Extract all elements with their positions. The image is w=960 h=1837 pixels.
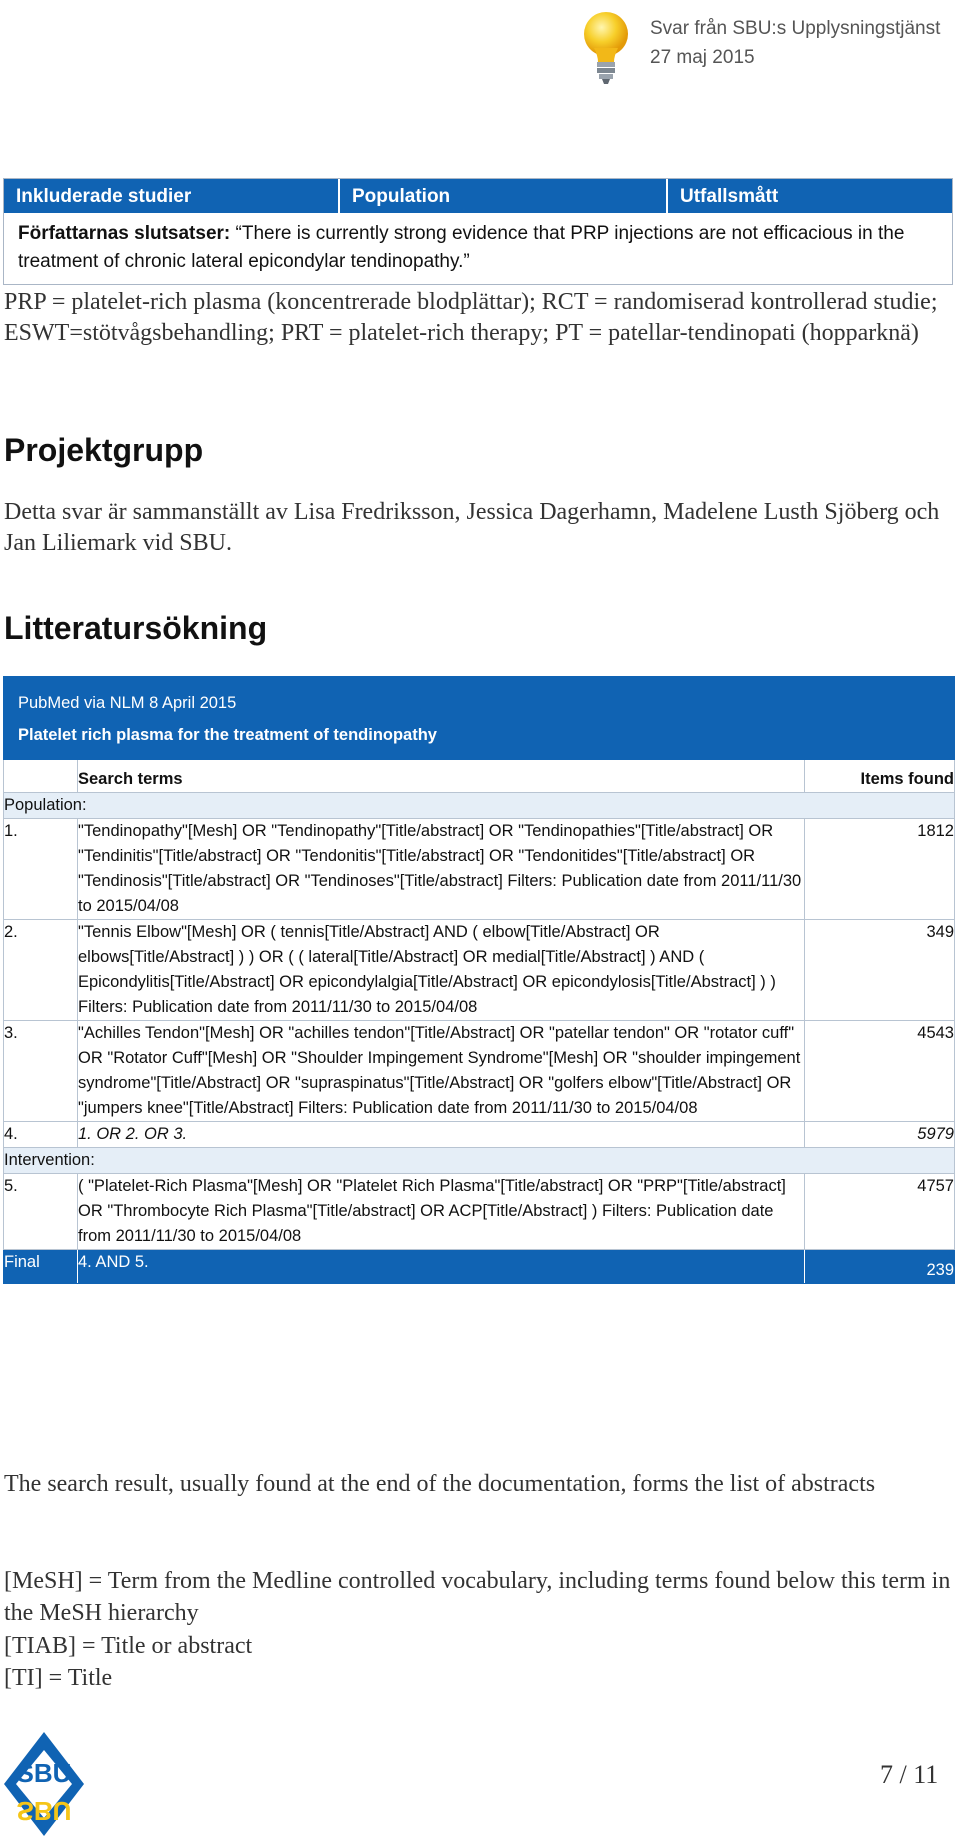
page-number: 7 / 11 [880,1760,939,1789]
ti-note: [TI] = Title [4,1665,113,1691]
lightbulb-icon [578,8,634,86]
included-studies-table [3,178,953,285]
table-row [4,1122,955,1148]
table-row [4,819,955,920]
table-row [4,1021,955,1122]
population-section-row [4,793,955,819]
svg-text:SBU: SBU [16,1758,72,1788]
search-result-note: The search result, usually found at the end of the documentation, forms the list of abstracts [4,1471,876,1497]
topic-line: Platelet rich plasma for the treatment of tendinopathy [18,726,437,744]
studies-table-header [4,179,952,213]
abbreviations-text: PRP = platelet-rich plasma (koncentrerade blodplättar); RCT = randomiserad kontrollerad studie; ESWT=stötvågsbehandling; PRT = platelet-rich therapy; PT = patellar-tendinopati (hopparknä) [4,289,938,346]
row-query: 1. OR 2. OR 3. [78,1122,805,1148]
col-search-terms: Search terms [78,760,805,793]
row-number: 1. [4,819,78,920]
col-population: Population [340,179,668,213]
search-strategy-table [3,676,955,1284]
col-outcome: Utfallsmått [680,186,779,207]
page-header [578,8,941,68]
header-text [650,14,940,72]
conclusion-text: “There is currently strong evidence that PRP injections are not efficacious in the treatment of chronic lateral epicondylar tendinopathy.” [18,223,905,272]
row-items: 4757 [804,1174,954,1250]
final-row [4,1250,955,1284]
row-query: "Tendinopathy"[Mesh] OR "Tendinopathy"[Title/abstract] OR "Tendinopathies"[Title/abstract] OR "Tendinitis"[Title/abstract] OR "Tendonitis"[Title/abstract] OR "Tendonitides"[Title/abstract] OR "Tendinosis"[Title/abstract] OR "Tendinoses"[Title/abstract] Filters: Publication date from 2011/11/30 to 2015/04/08 [78,819,805,920]
projektgrupp-text: Detta svar är sammanställt av Lisa Fredriksson, Jessica Dagerhamn, Madelene Lusth Sjöberg och Jan Liliemark vid SBU. [4,499,940,556]
row-number: 5. [4,1174,78,1250]
col-included-studies: Inkluderade studier [4,179,340,213]
database-line: PubMed via NLM 8 April 2015 [18,694,237,712]
mesh-note: [MeSH] = Term from the Medline controlled vocabulary, including terms found below this term in the MeSH hierarchy [4,1568,951,1626]
row-number: 3. [4,1021,78,1122]
final-label: Final [4,1250,78,1284]
intervention-label: Intervention: [4,1148,955,1174]
table-row [4,920,955,1021]
row-query: "Achilles Tendon"[Mesh] OR "achilles tendon"[Title/Abstract] OR "patellar tendon" OR "rotator cuff" OR "Rotator Cuff"[Mesh] OR "Shoulder Impingement Syndrome"[Mesh] OR "shoulder impingement syndrome"[Title/Abstract] OR "supraspinatus"[Title/Abstract] OR "golfers elbow"[Title/Abstract] OR "jumpers knee"[Title/Abstract] Filters: Publication date from 2011/11/30 to 2015/04/08 [78,1021,805,1122]
search-table-title-row [4,677,955,760]
svg-text:SBU: SBU [16,1796,72,1826]
col-items-found: Items found [804,760,954,793]
population-label: Population: [4,793,955,819]
row-items: 4543 [804,1021,954,1122]
header-title: Svar från SBU:s Upplysningstjänst [650,18,941,39]
heading-projektgrupp: Projektgrupp [4,432,204,468]
sbu-logo [4,1732,84,1836]
table-row [4,1174,955,1250]
row-items: 5979 [804,1122,954,1148]
row-items: 349 [804,920,954,1021]
heading-litteratursokning: Litteratursökning [4,610,268,646]
final-query: 4. AND 5. [78,1250,805,1284]
final-items: 239 [804,1250,954,1284]
authors-conclusion [4,213,952,284]
tiab-note: [TIAB] = Title or abstract [4,1633,253,1659]
search-table-column-header [4,760,955,793]
row-number: 2. [4,920,78,1021]
intervention-section-row [4,1148,955,1174]
row-number: 4. [4,1122,78,1148]
row-query: ( "Platelet-Rich Plasma"[Mesh] OR "Platelet Rich Plasma"[Title/abstract] OR "PRP"[Title/abstract] OR "Thrombocyte Rich Plasma"[Title/abstract] OR ACP[Title/Abstract] ) Filters: Publication date from 2011/11/30 to 2015/04/08 [78,1174,805,1250]
row-query: "Tennis Elbow"[Mesh] OR ( tennis[Title/Abstract] AND ( elbow[Title/Abstract] OR elbows[Title/Abstract] ) ) OR ( ( lateral[Title/Abstract] OR medial[Title/Abstract] ) AND ( Epicondylitis[Title/Abstract] OR epicondylalgia[Title/Abstract] OR epicondylosis[Title/Abstract] ) ) Filters: Publication date from 2011/11/30 to 2015/04/08 [78,920,805,1021]
row-items: 1812 [804,819,954,920]
header-date: 27 maj 2015 [650,47,755,68]
conclusion-label: Författarnas slutsatser: [18,223,231,244]
